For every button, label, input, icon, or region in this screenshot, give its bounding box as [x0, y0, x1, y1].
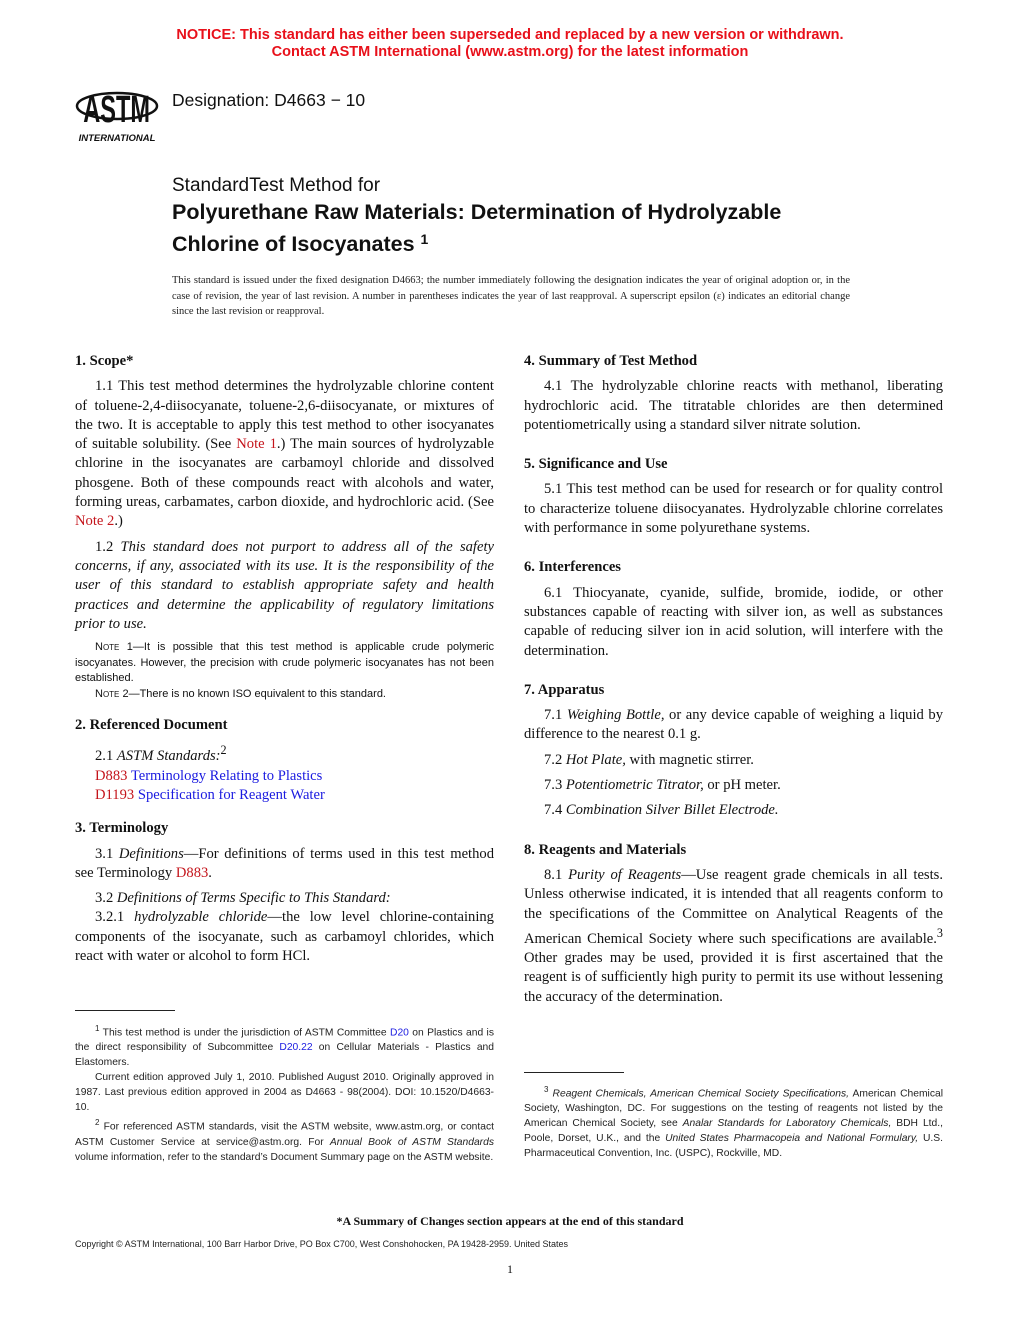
footnote-ref[interactable]: 2	[220, 743, 227, 758]
term: Definitions of Terms Specific to This Standard:	[116, 890, 391, 907]
para-number: 3.1	[95, 845, 119, 862]
section-1-heading: 1. Scope*	[75, 353, 134, 369]
reference-d1193[interactable]	[75, 786, 494, 805]
text: .) The main sources of hydrolyzable chlorine in the isocyanates are carbamoyl chloride and dissolved phosgene. Both of these compounds react with alcohols and water, forming ureas, carbamates, carbon dioxide, and hydrochloric acid. (See	[75, 436, 494, 511]
text: —the low level chlorine-containing components of the isocyanate, such as carbamoyl chlorides, which react with water or alcohol to form HCl.	[75, 909, 494, 964]
footnote-ref[interactable]: 3	[936, 925, 943, 940]
title-main: Polyurethane Raw Materials: Determination of Hydrolyzable Chlorine of Isocyanates	[172, 200, 782, 256]
notice-line-1: NOTICE: This standard has either been superseded and replaced by a new version or withdrawn.	[176, 27, 844, 43]
ref-code[interactable]: D883	[95, 767, 128, 784]
para-3-2-1	[75, 908, 494, 966]
section-2-heading: 2. Referenced Document	[75, 717, 228, 734]
section-4-heading: 4. Summary of Test Method	[524, 353, 698, 369]
italic-title: United States Pharmacopeia and National Formulary,	[665, 1133, 919, 1145]
safety-statement: This standard does not purport to address all of the safety concerns, if any, associated with its use. It is the responsibility of the user of this standard to establish appropriate safety and health practices and determine the applicability of regulatory limitations prior to use.	[75, 538, 494, 632]
para-number: 7.1	[544, 707, 567, 724]
note-1-link[interactable]: Note 1	[236, 436, 277, 453]
ref-title[interactable]: Specification for Reagent Water	[134, 786, 325, 803]
d20-link[interactable]: D20	[390, 1027, 409, 1039]
para-5-1: 5.1 This test method can be used for research or for quality control to characterize toluene diisocyanates. Hydrolyzable chlorine correlates with performance in some polyurethane systems.	[524, 481, 943, 537]
note-label: Note 1	[95, 641, 133, 654]
para-8-1	[524, 866, 943, 1007]
ref-code[interactable]: D1193	[95, 786, 135, 803]
text: American Chemical Society, Washington, DC. For suggestions on the testing of reagents not listed by the American Chemical Society, see	[524, 1088, 943, 1130]
footnotes-left	[75, 1021, 494, 1165]
para-7-3	[524, 776, 943, 795]
footnote-1	[75, 1021, 494, 1070]
text: volume information, refer to the standard’s Document Summary page on the ASTM website.	[75, 1151, 494, 1163]
text: or any device capable of weighing a liquid by difference to the nearest 0.1 g.	[524, 707, 943, 743]
fn-mark: 1	[95, 1024, 100, 1033]
section-7-heading: 7. Apparatus	[524, 681, 605, 698]
footnote-divider-left	[75, 1010, 175, 1011]
text: This test method is under the jurisdiction of ASTM Committee	[99, 1027, 391, 1039]
text: .	[208, 864, 212, 881]
para-number: 3.2	[95, 890, 117, 907]
svg-text:INTERNATIONAL: INTERNATIONAL	[78, 133, 156, 144]
term: Hot Plate,	[565, 751, 626, 768]
text: U.S. Pharmaceutical Convention, Inc. (USPC), Rockville, MD.	[524, 1133, 943, 1160]
para-number: 2.1	[95, 748, 117, 765]
text: Other grades may be used, provided it is first ascertained that the reagent is of sufficiently high purity to permit its use without lessening the accuracy of the determination.	[524, 949, 943, 1005]
para-3-1	[75, 845, 494, 884]
astm-logo	[72, 78, 162, 144]
para-1-2	[75, 538, 494, 634]
footnote-3	[524, 1082, 943, 1161]
italic-title: Reagent Chemicals, American Chemical Society Specifications,	[552, 1088, 849, 1100]
notice-line-2: Contact ASTM International (www.astm.org) for the latest information	[271, 44, 749, 60]
d883-link[interactable]: D883	[175, 864, 209, 881]
text: 1.1 This test method determines the hydrolyzable chlorine content of toluene-2,4-diisocyanate, toluene-2,6-diisocyanate, or mixtures of the two. It is acceptable to apply this test method to other isocyanates of suitable solubility. (See	[75, 378, 494, 453]
reference-d883[interactable]	[75, 767, 494, 786]
section-8-heading: 8. Reagents and Materials	[524, 841, 687, 858]
withdrawal-notice	[0, 27, 1020, 61]
right-column	[524, 352, 943, 1013]
para-3-2	[75, 889, 494, 908]
term: hydrolyzable chloride	[134, 909, 268, 926]
astm-logo-icon	[72, 78, 162, 144]
title-footnote-mark: 1	[420, 231, 429, 247]
fn-mark: 3	[544, 1085, 549, 1094]
term: Definitions	[118, 845, 184, 862]
para-number: 7.3	[544, 777, 566, 794]
page-number: 1	[507, 1262, 513, 1276]
ref-title[interactable]: Terminology Relating to Plastics	[127, 767, 323, 784]
text: .)	[114, 513, 123, 530]
para-7-4	[524, 801, 943, 820]
text: or pH meter.	[703, 777, 781, 794]
summary-of-changes-note: *A Summary of Changes section appears at the end of this standard	[336, 1214, 684, 1228]
para-4-1: 4.1 The hydrolyzable chlorine reacts with methanol, liberating hydrochloric acid. The titratable chlorides are then determined potentiometrically using a standard silver nitrate solution.	[524, 378, 943, 433]
text: For referenced ASTM standards, visit the ASTM website, www.astm.org, or contact ASTM Customer Service at service@astm.org. For	[75, 1121, 494, 1148]
edition-info: Current edition approved July 1, 2010. Published August 2010. Originally approved in 1987. Last previous edition approved in 2004 as D4663 - 98(2004). DOI: 10.1520/D4663-10.	[75, 1072, 494, 1114]
term: Purity of Reagents	[568, 866, 682, 883]
section-6-heading: 6. Interferences	[524, 559, 621, 576]
left-column	[75, 352, 494, 972]
para-number: 8.1	[544, 866, 569, 883]
note-1	[75, 640, 494, 687]
book-title: Annual Book of ASTM Standards	[329, 1136, 494, 1148]
text: BDH Ltd., Poole, Dorset, U.K., and the	[524, 1118, 943, 1145]
document-title	[172, 199, 872, 258]
text: with magnetic stirrer.	[625, 751, 754, 768]
issuance-note: This standard is issued under the fixed designation D4663; the number immediately following the designation indicates the year of original adoption or, in the case of revision, the year of last revision. A number in parentheses indicates the year of last reapproval. A superscript epsilon (ε) indicates an editorial change since the last revision or reapproval.	[172, 275, 850, 317]
astm-standards-label: ASTM Standards:	[116, 748, 221, 765]
copyright: Copyright © ASTM International, 100 Barr Harbor Drive, PO Box C700, West Conshohocken, PA 19428-2959. United States	[75, 1239, 569, 1249]
section-3-heading: 3. Terminology	[75, 820, 169, 837]
section-5-heading: 5. Significance and Use	[524, 456, 668, 473]
title-line-1: StandardTest Method for	[172, 175, 381, 196]
text: on Plastics and is the direct responsibility of Subcommittee	[75, 1027, 494, 1054]
designation: Designation: D4663 − 10	[172, 90, 366, 110]
para-7-2	[524, 751, 943, 770]
note-label: Note 2	[95, 687, 129, 700]
italic-title: Analar Standards for Laboratory Chemicals,	[682, 1118, 892, 1130]
term: Weighing Bottle,	[566, 707, 665, 724]
footnote-2	[75, 1115, 494, 1164]
para-number: 7.2	[544, 751, 566, 768]
footnote-divider-right	[524, 1072, 624, 1073]
para-1-1	[75, 377, 494, 531]
text: on Cellular Materials - Plastics and Elastomers.	[75, 1042, 494, 1069]
footnotes-right	[524, 1082, 943, 1161]
d20-22-link[interactable]: D20.22	[279, 1042, 313, 1054]
para-number: 7.4	[544, 802, 566, 819]
para-number: 3.2.1	[95, 909, 135, 926]
text: —Use reagent grade chemicals in all tests. Unless otherwise indicated, it is intended that all reagents conform to the specifications of the Committee on Analytical Reagents of the American Chemical Society where such specifications are available.	[524, 866, 943, 947]
para-7-1	[524, 706, 943, 745]
note-2-link[interactable]: Note 2	[75, 513, 115, 530]
svg-text:ASTM: ASTM	[83, 87, 151, 131]
fn-mark: 2	[95, 1118, 100, 1128]
text: —For definitions of terms used in this test method see Terminology	[75, 845, 494, 881]
note-text: —There is no known ISO equivalent to this standard.	[128, 687, 386, 700]
para-6-1: 6.1 Thiocyanate, cyanide, sulfide, bromide, iodide, or other substances capable of reacting with silver ion, as well as substances capable of reducing silver ion in acid solution, will interfere with the determination.	[524, 584, 943, 659]
note-2	[75, 687, 494, 703]
para-number: 1.2	[95, 538, 121, 555]
term: Potentiometric Titrator,	[565, 777, 704, 794]
note-text: —It is possible that this test method is applicable crude polymeric isocyanates. However, the precision with crude polymeric isocyanates has not been established.	[75, 641, 494, 685]
para-2-1	[75, 741, 494, 766]
term: Combination Silver Billet Electrode.	[565, 802, 779, 819]
